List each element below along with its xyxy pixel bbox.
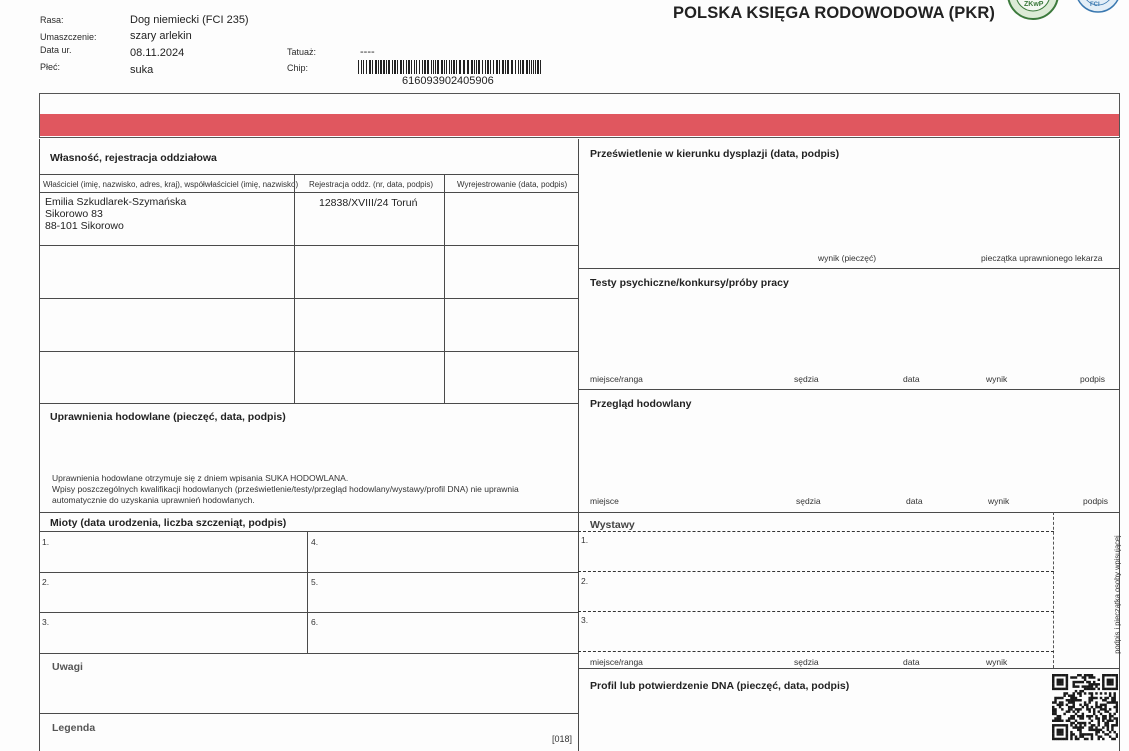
breeding-note-2: Wpisy poszczególnych kwalifikacji hodowlanych (prześwietlenie/testy/przegląd hodowlany/wystawy/profil DNA) nie uprawnia xyxy=(52,484,519,494)
zkwp-logo-text: ZKwP xyxy=(1024,1,1044,8)
shows-title: Wystawy xyxy=(590,519,635,531)
xray-stamp-label: pieczątka uprawnionego lekarza xyxy=(981,253,1103,263)
owner-city: 88-101 Sikorowo xyxy=(45,220,124,232)
rasa-value: Dog niemiecki (FCI 235) xyxy=(130,14,249,26)
review-title: Przegląd hodowlany xyxy=(590,398,692,410)
form-code: [018] xyxy=(552,734,573,744)
litter-3: 3. xyxy=(42,617,50,627)
shows-col-result: wynik xyxy=(986,657,1008,667)
dna-title: Profil lub potwierdzenie DNA (pieczęć, data, podpis) xyxy=(590,680,850,692)
litter-6: 6. xyxy=(311,617,319,627)
shows-col-place: miejsce/ranga xyxy=(590,657,643,667)
review-col-result: wynik xyxy=(988,496,1010,506)
legenda-label: Legenda xyxy=(52,722,96,734)
right-column xyxy=(578,139,1120,751)
litter-2: 2. xyxy=(42,577,50,587)
xray-title: Prześwietlenie w kierunku dysplazji (data, podpis) xyxy=(590,148,840,160)
tests-col-judge: sędzia xyxy=(794,374,819,384)
review-col-date: data xyxy=(906,496,923,506)
data-ur-value: 08.11.2024 xyxy=(130,47,185,59)
review-col-judge: sędzia xyxy=(796,496,821,506)
fci-seal-text: FCI xyxy=(1090,2,1100,8)
review-col-sign: podpis xyxy=(1083,496,1109,506)
registration-value: 12838/XVIII/24 Toruń xyxy=(319,197,418,209)
litter-1: 1. xyxy=(42,537,50,547)
plec-value: suka xyxy=(130,64,154,76)
litter-4: 4. xyxy=(311,537,319,547)
tests-col-sign: podpis xyxy=(1080,374,1106,384)
ownership-title: Własność, rejestracja oddziałowa xyxy=(50,152,217,164)
red-band xyxy=(40,114,1119,136)
breeding-note-3: automatycznie do uzyskania uprawnień hodowlanych. xyxy=(52,495,255,505)
tatuaz-label: Tatuaż: xyxy=(287,47,317,57)
umaszczenie-label: Umaszczenie: xyxy=(40,32,97,42)
breeding-note-1: Uprawnienia hodowlane otrzymuje się z dniem wpisania SUKA HODOWLANA. xyxy=(52,473,349,483)
owner-street: Sikorowo 83 xyxy=(45,208,103,220)
deregistration-col-header: Wyrejestrowanie (data, podpis) xyxy=(457,180,568,189)
shows-side-label: podpis i pieczątka osoby wpisującej xyxy=(1112,535,1122,654)
review-col-place: miejsce xyxy=(590,496,619,506)
show-1: 1. xyxy=(581,535,589,545)
uwagi-label: Uwagi xyxy=(52,661,83,673)
rasa-label: Rasa: xyxy=(40,15,64,25)
litter-5: 5. xyxy=(311,577,319,587)
qr-code-icon xyxy=(1052,674,1118,742)
show-2: 2. xyxy=(581,576,589,586)
breeding-rights-title: Uprawnienia hodowlane (pieczęć, data, podpis) xyxy=(50,411,286,423)
plec-label: Płeć: xyxy=(40,62,61,72)
data-ur-label: Data ur. xyxy=(40,45,72,55)
registration-col-header: Rejestracja oddz. (nr, data, podpis) xyxy=(309,180,434,189)
tests-col-place: miejsce/ranga xyxy=(590,374,643,384)
owner-col-header: Właściciel (imię, nazwisko, adres, kraj), współwłaściciel (imię, nazwisko) xyxy=(43,180,299,189)
shows-col-judge: sędzia xyxy=(794,657,819,667)
show-3: 3. xyxy=(581,615,589,625)
tests-col-result: wynik xyxy=(986,374,1008,384)
shows-col-date: data xyxy=(903,657,920,667)
owner-name: Emilia Szkudlarek-Szymańska xyxy=(45,196,187,208)
litters-title: Mioty (data urodzenia, liczba szczeniąt, podpis) xyxy=(50,517,287,529)
xray-result-label: wynik (pieczęć) xyxy=(818,253,877,263)
tests-title: Testy psychiczne/konkursy/próby pracy xyxy=(590,277,789,289)
chip-value: 616093902405906 xyxy=(402,75,494,87)
header-band-frame xyxy=(39,93,1120,138)
tatuaz-value: ---- xyxy=(360,46,375,58)
chip-barcode xyxy=(358,60,544,74)
chip-label: Chip: xyxy=(287,63,309,73)
umaszczenie-value: szary arlekin xyxy=(130,30,192,42)
breeding-rights-note xyxy=(52,473,519,506)
owner-cell xyxy=(45,196,186,232)
tests-col-date: data xyxy=(903,374,920,384)
document-title: POLSKA KSIĘGA RODOWODOWA (PKR) xyxy=(673,4,995,22)
